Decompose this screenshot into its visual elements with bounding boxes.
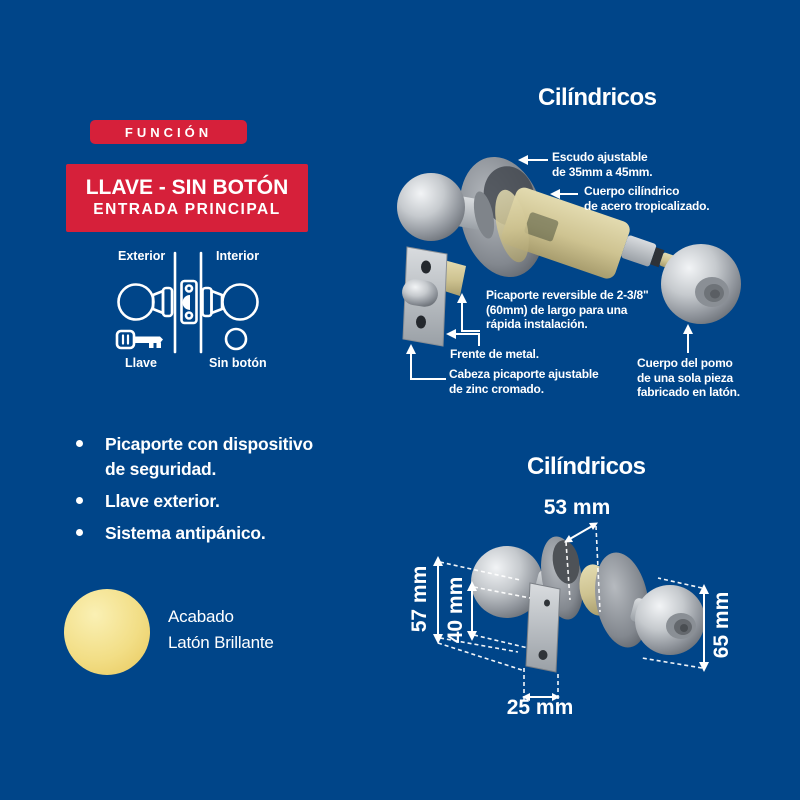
function-banner-label: FUNCIÓN — [124, 124, 213, 140]
feature-item — [76, 432, 316, 482]
callout-line: de una sola pieza — [637, 370, 733, 385]
interior-knob — [661, 244, 741, 324]
callout-line: fabricado en latón. — [637, 385, 740, 399]
exploded-view-title: Cilíndricos — [538, 84, 657, 111]
dim-53mm: 53 mm — [543, 496, 611, 519]
callout-line: Frente de metal. — [450, 347, 539, 361]
finish-caption-line1: Acabado — [168, 607, 234, 626]
callout-line: de zinc cromado. — [449, 381, 544, 396]
exterior-knob-icon — [119, 285, 173, 320]
interior-knob-icon — [203, 285, 258, 320]
latch-plate-icon — [182, 281, 197, 323]
key-icon — [117, 331, 163, 348]
callout-line: de 35mm a 45mm. — [552, 164, 653, 179]
callout-picaporte — [486, 288, 648, 332]
feature-list — [76, 432, 316, 553]
callout-line: Cabeza picaporte ajustable — [449, 367, 599, 381]
brass-finish-swatch — [64, 589, 150, 675]
interior-label: Interior — [216, 249, 260, 263]
bullet-icon — [76, 497, 83, 504]
feature-text: Sistema antipánico. — [105, 523, 266, 543]
function-subtitle: ENTRADA PRINCIPAL — [93, 201, 281, 218]
no-button-icon — [226, 329, 246, 349]
callout-cabeza — [449, 367, 599, 396]
feature-text: Picaporte con dispositivo de seguridad. — [105, 434, 313, 479]
callout-pomo — [637, 356, 740, 400]
no-button-caption: Sin botón — [209, 356, 267, 370]
callout-line: Escudo ajustable — [552, 150, 648, 164]
dim-25mm: 25 mm — [506, 696, 574, 719]
latch-assembly — [400, 247, 466, 346]
callout-line: de acero tropicalizado. — [584, 198, 710, 213]
key-caption: Llave — [125, 356, 157, 370]
callout-line: Picaporte reversible de 2-3/8" — [486, 288, 649, 302]
callout-frente — [450, 347, 539, 362]
dim-40mm: 40 mm — [444, 576, 467, 644]
callout-line: Cuerpo del pomo — [637, 356, 733, 370]
dim-65mm: 65 mm — [710, 591, 733, 659]
dimension-view-title: Cilíndricos — [527, 453, 646, 480]
function-banner — [90, 120, 247, 144]
finish-caption-line2: Latón Brillante — [168, 633, 274, 652]
finish-caption — [168, 604, 274, 656]
exterior-label: Exterior — [118, 249, 166, 263]
bullet-icon — [76, 440, 83, 447]
dim-57mm: 57 mm — [408, 565, 431, 633]
function-title: LLAVE - SIN BOTÓN — [85, 176, 289, 199]
assembled-lockset — [471, 533, 705, 672]
callout-line: (60mm) de largo para una — [486, 302, 628, 317]
feature-text: Llave exterior. — [105, 491, 220, 511]
feature-item — [76, 521, 316, 546]
bullet-icon — [76, 529, 83, 536]
callout-line: rápida instalación. — [486, 317, 588, 331]
function-box — [66, 164, 308, 232]
callout-escudo — [552, 150, 652, 179]
callout-cilindro — [584, 184, 709, 213]
feature-item — [76, 489, 316, 514]
callout-line: Cuerpo cilíndrico — [584, 184, 680, 198]
